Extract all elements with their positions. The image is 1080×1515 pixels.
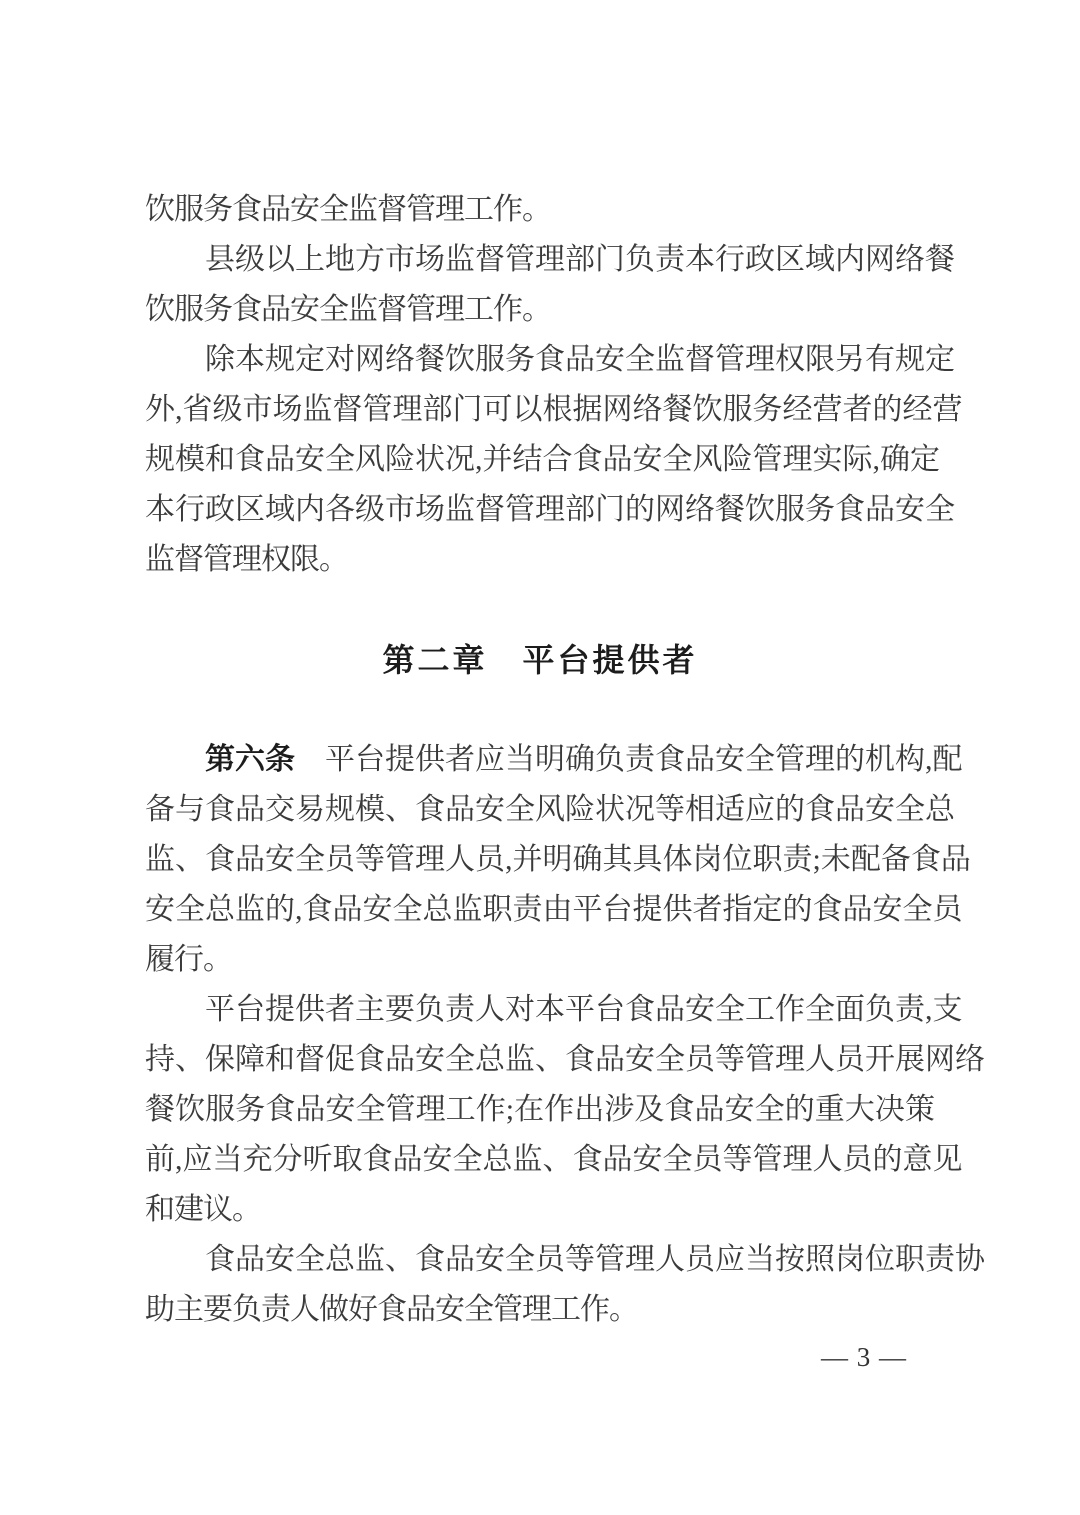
text-line: 县 级 以 上 地 方 市 场 监 督 管 理 部 门 负 责 本 行 政 区 域 内 网 络 餐 xyxy=(205,243,955,276)
text-line: 助主要负责人做好食品安全管理工作。 xyxy=(145,1293,638,1326)
text-line: 监督管理权限。 xyxy=(145,543,348,576)
text-line: 规 模 和 食 品 安 全 风 险 状 况 , 并 结 合 食 品 安 全 风 险 管 理 实 际 , 确 定 xyxy=(145,443,940,476)
text-line: 履行。 xyxy=(145,943,232,976)
paragraph xyxy=(145,985,985,1235)
chapter-heading: 第二章 平台提供者 xyxy=(382,642,698,678)
text-line: 本 行 政 区 域 内 各 级 市 场 监 督 管 理 部 门 的 网 络 餐 饮 服 务 食 品 安 全 xyxy=(145,493,955,526)
page-number: — 3 — xyxy=(821,1342,907,1372)
paragraph xyxy=(145,185,935,235)
text-line: 前 , 应 当 充 分 听 取 食 品 安 全 总 监 、 食 品 安 全 员 等 管 理 人 员 的 意 见 xyxy=(145,1143,963,1176)
text-line: 第 六 条 平 台 提 供 者 应 当 明 确 负 责 食 品 安 全 管 理 的 机 构 , 配 xyxy=(205,743,963,776)
text-line: 平 台 提 供 者 主 要 负 责 人 对 本 平 台 食 品 安 全 工 作 全 面 负 责 , 支 xyxy=(205,993,963,1026)
text-line: 和建议。 xyxy=(145,1193,261,1226)
text-line: 安 全 总 监 的 , 食 品 安 全 总 监 职 责 由 平 台 提 供 者 指 定 的 食 品 安 全 员 xyxy=(145,893,963,926)
text-line: 饮服务食品安全监督管理工作。 xyxy=(145,193,551,226)
text-line: 餐 饮 服 务 食 品 安 全 管 理 工 作 ; 在 作 出 涉 及 食 品 安 全 的 重 大 决 策 xyxy=(145,1093,935,1126)
text-line: 监 、 食 品 安 全 员 等 管 理 人 员 , 并 明 确 其 具 体 岗 位 职 责 ; 未 配 备 食 品 xyxy=(145,843,971,876)
text-line: 除 本 规 定 对 网 络 餐 饮 服 务 食 品 安 全 监 督 管 理 权 限 另 有 规 定 xyxy=(205,343,955,376)
paragraph xyxy=(145,235,955,335)
paragraph xyxy=(145,335,963,585)
text-line: 外 , 省 级 市 场 监 督 管 理 部 门 可 以 根 据 网 络 餐 饮 服 务 经 营 者 的 经 营 xyxy=(145,393,963,426)
text-line: 饮服务食品安全监督管理工作。 xyxy=(145,293,551,326)
text-line: 持 、 保 障 和 督 促 食 品 安 全 总 监 、 食 品 安 全 员 等 管 理 人 员 开 展 网 络 xyxy=(145,1043,985,1076)
paragraph xyxy=(145,1235,985,1335)
document-body xyxy=(145,185,985,1335)
paragraph xyxy=(145,735,971,985)
text-line: 食 品 安 全 总 监 、 食 品 安 全 员 等 管 理 人 员 应 当 按 照 岗 位 职 责 协 xyxy=(205,1243,985,1276)
text-line: 备 与 食 品 交 易 规 模 、 食 品 安 全 风 险 状 况 等 相 适 应 的 食 品 安 全 总 xyxy=(145,793,955,826)
